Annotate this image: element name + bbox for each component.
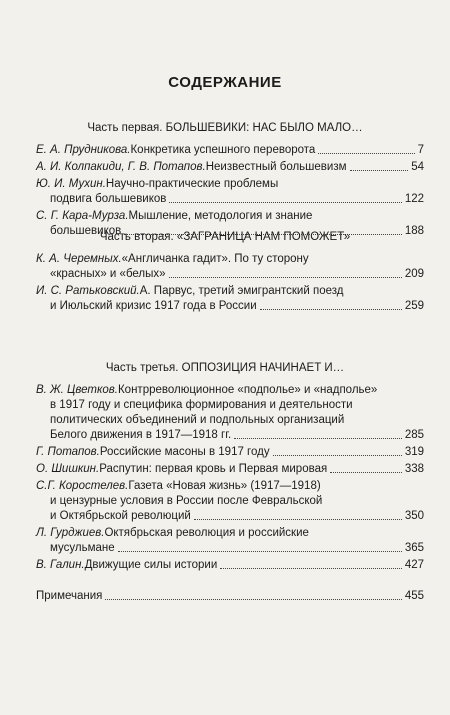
entry-page-number: 54 [411,161,424,173]
toc-entry-line [36,479,424,494]
dot-leader [330,471,402,473]
entry-title: Научно-практические проблемы [105,178,279,190]
toc-entry-line [50,299,424,314]
entry-page-number: 319 [404,446,424,458]
dot-leader [169,201,401,203]
part3-heading: Часть третья. ОППОЗИЦИЯ НАЧИНАЕТ И… [105,362,345,374]
notes-label: Примечания [36,590,103,602]
toc-entry-line [36,177,424,192]
entry-title: и Октябрьской революций [50,510,191,522]
part2-heading: Часть вторая. «ЗАГРАНИЦА НАМ ПОМОЖЕТ» [99,231,351,243]
toc-entry-line [50,413,424,428]
entry-title: подвига большевиков [50,193,167,205]
entry-title: большевиков [50,225,122,237]
entry-author: К. А. Черемных. [36,253,122,265]
entry-page-number: 209 [404,268,424,280]
dot-leader [118,550,402,552]
entry-title: Мышление, методология и знание [128,210,313,222]
entry-author: Ю. И. Мухин. [36,178,106,190]
toc-entry-line [36,284,424,299]
toc-entry-line [50,541,424,556]
entry-title: Октябрьская революция и российские [104,527,309,539]
entry-author: Л. Гурджиев. [36,527,105,539]
entry-title: Российские масоны в 1917 году [99,446,270,458]
entry-title: Контрреволюционное «подполье» и «надполье» [117,384,378,396]
toc-entry-line [36,445,424,460]
entry-author: И. С. Ратьковский. [36,285,140,297]
toc-entry-line [36,160,424,175]
entry-title: и цензурные условия в России после Февральской [50,495,323,507]
toc-entry-line [36,526,424,541]
part1-heading: Часть первая. БОЛЬШЕВИКИ: НАС БЫЛО МАЛО… [87,122,363,134]
toc-entry-line [50,398,424,413]
entry-author: В. Галин. [36,559,85,571]
entry-title: «Англичанка гадит». По ту сторону [121,253,309,265]
toc-entry-line [36,462,424,477]
entry-page-number: 427 [404,559,424,571]
dot-leader [350,169,409,171]
dot-leader [169,276,402,278]
notes-line [36,589,424,604]
entry-author: А. И. Колпакиди, Г. В. Потапов. [36,161,206,173]
entry-title: Белого движения в 1917—1918 гг. [50,429,232,441]
entry-title: Распутин: первая кровь и Первая мировая [99,463,328,475]
entry-title: Газета «Новая жизнь» (1917—1918) [128,480,321,492]
entry-title: Неизвестный большевизм [205,161,347,173]
entry-page-number: 365 [404,542,424,554]
entry-author: Е. А. Прудникова. [36,144,131,156]
entry-page-number: 7 [417,144,424,156]
entry-author: С.Г. Коростелев. [36,480,129,492]
dot-leader [220,567,402,569]
entry-page-number: 188 [404,225,424,237]
entry-author: С. Г. Кара-Мурза. [36,210,129,222]
entry-title: Конкретика успешного переворота [130,144,316,156]
toc-entry-line [36,252,424,267]
entry-page-number: 259 [404,300,424,312]
entry-title: и Июльский кризис 1917 года в России [50,300,257,312]
entry-page-number: 122 [404,193,424,205]
dot-leader [260,308,402,310]
entry-author: Г. Потапов. [36,446,100,458]
toc-entry-line [50,494,424,509]
dot-leader [194,518,402,520]
dot-leader [273,454,402,456]
toc-entry-line [50,509,424,524]
dot-leader [318,152,414,154]
toc-entry-line [50,267,424,282]
toc-entry-line [36,383,424,398]
entry-author: О. Шишкин. [36,463,100,475]
entry-title: «красных» и «белых» [50,268,166,280]
toc-entry-line [36,143,424,158]
entry-title: в 1917 году и специфика формирования и деятельности [50,399,353,411]
entry-title: мусульмане [50,542,115,554]
dot-leader [105,598,401,600]
entry-title: А. Парвус, третий эмигрантский поезд [139,285,344,297]
toc-entry-line [50,192,424,207]
toc-entry-line [50,428,424,443]
dot-leader [234,437,402,439]
entry-page-number: 285 [404,429,424,441]
notes-page-number: 455 [404,590,424,602]
page-title: СОДЕРЖАНИЕ [168,74,282,91]
entry-page-number: 350 [404,510,424,522]
toc-entry-line [36,209,424,224]
entry-author: В. Ж. Цветков. [36,384,118,396]
entry-title: политических объединений и подпольных организаций [50,414,345,426]
entry-page-number: 338 [404,463,424,475]
entry-title: Движущие силы истории [84,559,218,571]
toc-entry-line [36,558,424,573]
